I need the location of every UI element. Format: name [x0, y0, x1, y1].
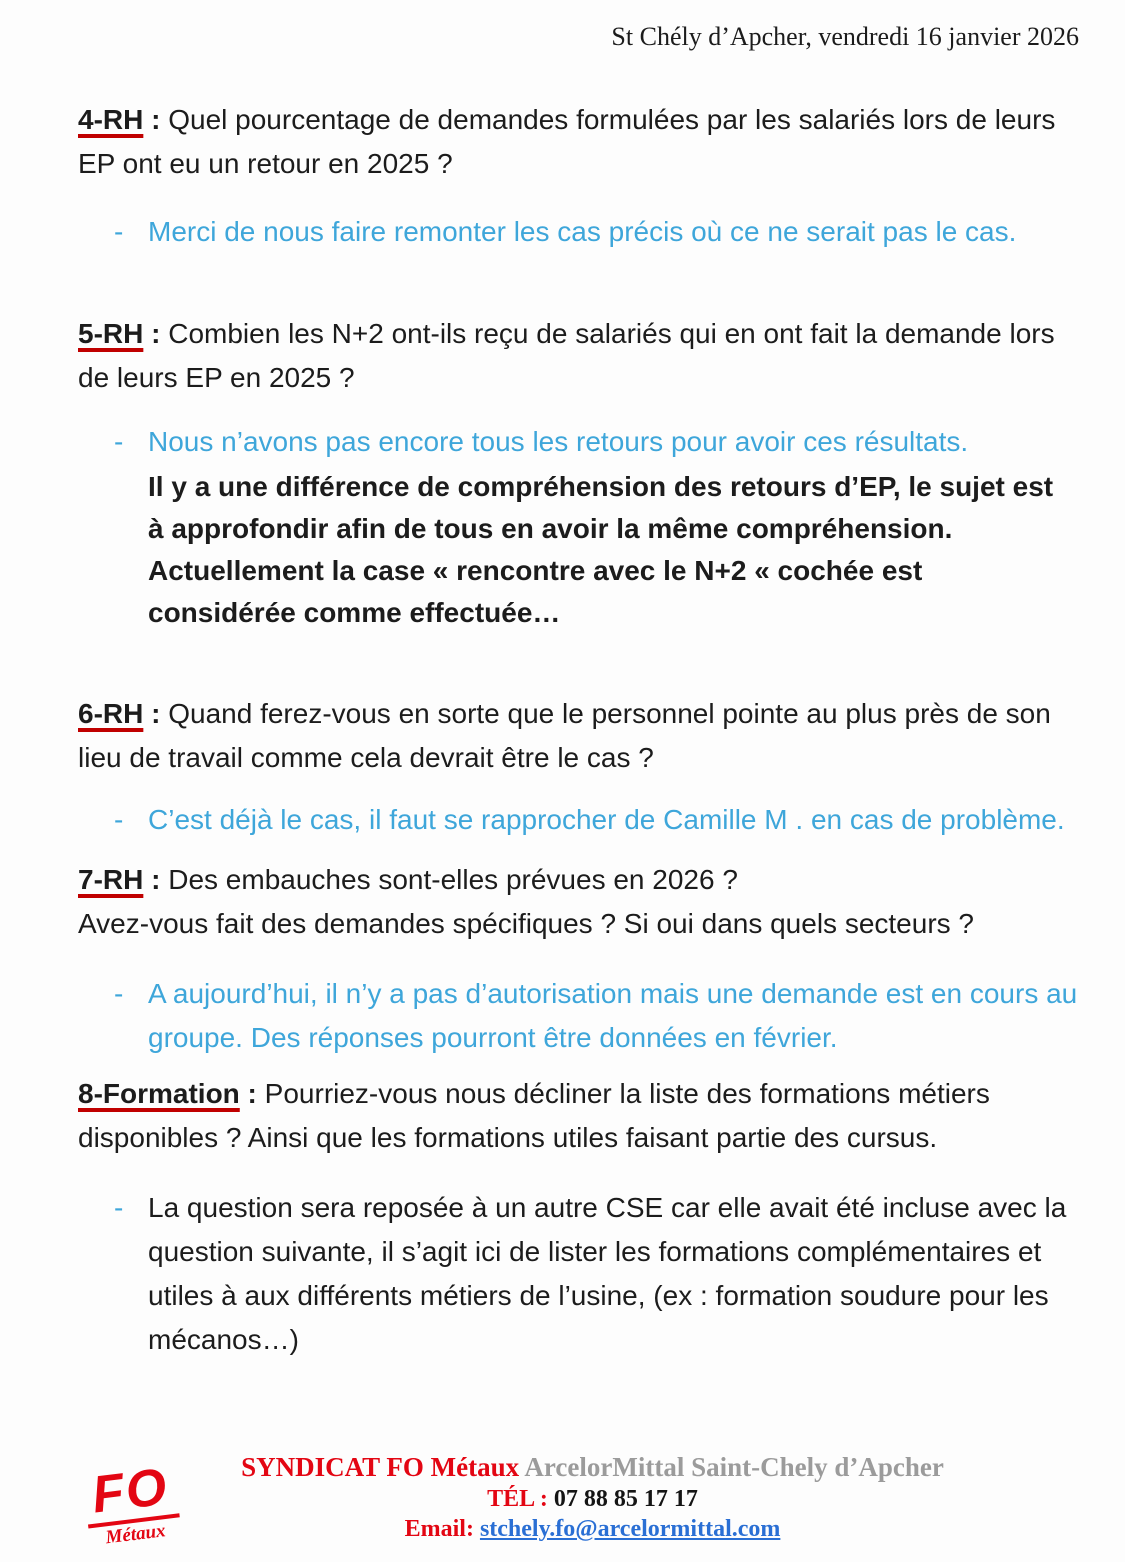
footer-org-line	[60, 1452, 1125, 1483]
answer-7-dash: -	[114, 978, 124, 1009]
fo-logo-text: FO	[81, 1460, 179, 1529]
question-8-label: 8-Formation	[78, 1078, 240, 1109]
answer-6-text: C’est déjà le cas, il faut se rapprocher de Camille M . en cas de problème.	[148, 804, 1065, 835]
question-6-separator: :	[143, 698, 169, 729]
date-line: St Chély d’Apcher, vendredi 16 janvier 2026	[611, 22, 1079, 51]
question-block-8-formation	[78, 1072, 1079, 1362]
answer-8-text: La question sera reposée à un autre CSE car elle avait été incluse avec la question suivante, il s’agit ici de lister les formations complémentaires et utiles à aux différents métiers de l’usine, (ex : formation soudure pour les mécanos…)	[148, 1192, 1067, 1355]
answer-7	[114, 972, 1079, 1060]
question-8-body: Pourriez-vous nous décliner la liste des formations métiers disponibles ? Ainsi que les formations utiles faisant partie des cursus.	[78, 1078, 990, 1153]
answer-5-dash: -	[114, 426, 124, 457]
question-7-label: 7-RH	[78, 864, 144, 895]
fo-metaux-logo	[81, 1457, 182, 1552]
footer-phone-line	[60, 1486, 1125, 1513]
question-8-text	[78, 1072, 1079, 1160]
question-4-text	[78, 98, 1079, 186]
question-7-text	[78, 858, 1079, 902]
footer-tel-number: 07 88 85 17 17	[553, 1486, 698, 1512]
question-7-body-line2: Avez-vous fait des demandes spécifiques ? Si oui dans quels secteurs ?	[78, 908, 974, 939]
question-7-separator: :	[143, 864, 169, 895]
question-5-text	[78, 312, 1079, 400]
answer-8	[114, 1186, 1079, 1362]
footer-email-label: Email:	[404, 1516, 480, 1542]
footer-email-link[interactable]: stchely.fo@arcelormittal.com	[479, 1516, 781, 1542]
question-4-label: 4-RH	[78, 104, 144, 135]
answer-4	[114, 210, 1079, 254]
question-5-label: 5-RH	[78, 318, 144, 349]
footer	[0, 1452, 1125, 1548]
answer-6-dash: -	[114, 804, 124, 835]
answer-4-dash: -	[114, 216, 124, 247]
answer-7-text: A aujourd’hui, il n’y a pas d’autorisation mais une demande est en cours au groupe. Des réponses pourront être données en février.	[148, 978, 1078, 1053]
footer-syndicat-name: SYNDICAT FO Métaux	[241, 1452, 520, 1482]
question-6-text	[78, 692, 1079, 780]
answer-4-text: Merci de nous faire remonter les cas précis où ce ne serait pas le cas.	[148, 216, 1017, 247]
question-block-5rh	[78, 312, 1079, 634]
answer-5-note: Il y a une différence de compréhension des retours d’EP, le sujet est à approfondir afin de tous en avoir la même compréhension. Actuellement la case « rencontre avec le N+2 « cochée est considérée comme effectuée…	[148, 471, 1054, 628]
footer-email-line	[60, 1516, 1125, 1543]
question-6-label: 6-RH	[78, 698, 144, 729]
footer-tel-label: TÉL :	[487, 1486, 554, 1512]
question-5-separator: :	[143, 318, 169, 349]
answer-5-text: Nous n’avons pas encore tous les retours pour avoir ces résultats.	[148, 426, 969, 457]
question-block-6rh	[78, 692, 1079, 842]
answer-8-dash: -	[114, 1192, 124, 1223]
answer-6	[114, 798, 1079, 842]
question-block-4rh	[78, 98, 1079, 254]
question-4-separator: :	[143, 104, 169, 135]
answer-5	[114, 420, 1079, 464]
question-7-body: Des embauches sont-elles prévues en 2026 ?	[168, 864, 738, 895]
question-4-body: Quel pourcentage de demandes formulées par les salariés lors de leurs EP ont eu un retour en 2025 ?	[78, 104, 1056, 179]
footer-company-name: ArcelorMittal Saint-Chely d’Apcher	[519, 1452, 944, 1482]
question-6-body: Quand ferez-vous en sorte que le personnel pointe au plus près de son lieu de travail comme cela devrait être le cas ?	[78, 698, 1051, 773]
question-block-7rh	[78, 858, 1079, 1060]
metaux-logo-text: Métaux	[104, 1520, 167, 1549]
question-8-separator: :	[239, 1078, 265, 1109]
question-5-body: Combien les N+2 ont-ils reçu de salariés qui en ont fait la demande lors de leurs EP en 2025 ?	[78, 318, 1055, 393]
